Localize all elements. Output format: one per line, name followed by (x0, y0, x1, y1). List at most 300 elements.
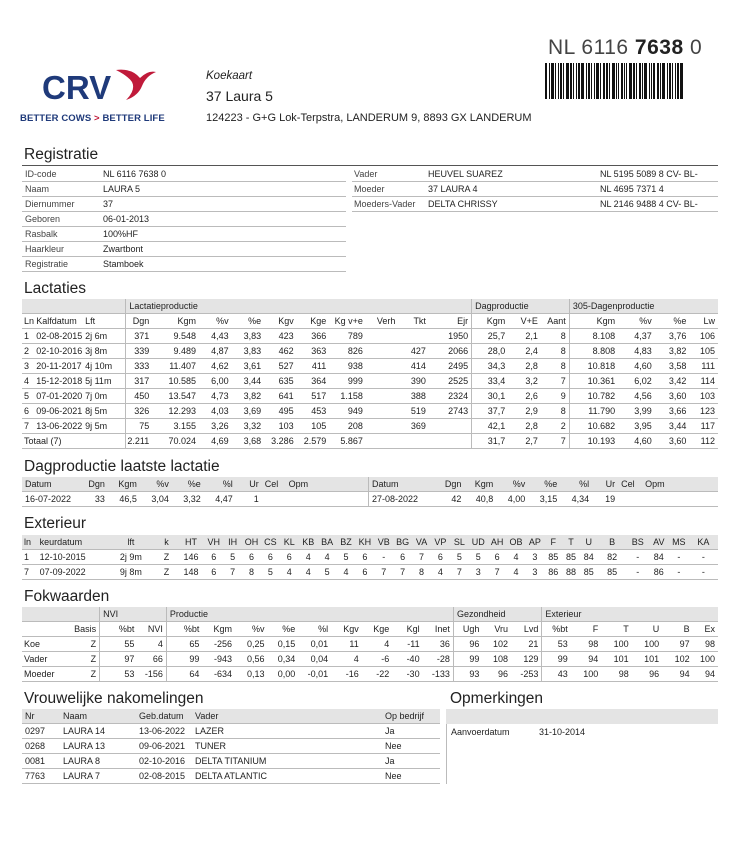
lactatie-row (22, 329, 718, 344)
lactatie-cell: 635 (264, 374, 297, 389)
exterieur-column-label: BG (393, 535, 412, 550)
registratie-parent-name: DELTA CHRISSY (428, 197, 600, 212)
nakomelingen-header (22, 709, 440, 724)
lactatie-cell: 8.108 (569, 329, 618, 344)
nakomeling-cell: LAURA 7 (60, 769, 136, 784)
exterieur-cell: 6 (355, 550, 374, 565)
lactatie-cell: 11.407 (152, 359, 199, 374)
fokwaarden-cell: 100 (632, 637, 662, 652)
fokwaarden-cell: -0,01 (298, 667, 331, 682)
fokwaarden-cell: -634 (202, 667, 235, 682)
fokwaarden-cell: 96 (632, 667, 662, 682)
lactatie-cell: 6,00 (199, 374, 232, 389)
registratie-label: Diernummer (22, 197, 101, 212)
registratie-label: Geboren (22, 212, 101, 227)
fokwaarden-cell: Z (63, 637, 100, 652)
fokwaarden-cell: -253 (511, 667, 542, 682)
nakomeling-cell: 02-10-2016 (136, 754, 192, 769)
registratie-parent-row (352, 182, 718, 197)
registratie-row (22, 212, 346, 227)
lactatie-cell: 333 (126, 359, 152, 374)
lactatie-cell: 20-11-2017 (34, 359, 83, 374)
fokwaarden-cell: Z (63, 667, 100, 682)
exterieur-cell: 86 (649, 565, 669, 580)
fokwaarden-cell: 21 (511, 637, 542, 652)
lactatie-cell: 3 (22, 359, 34, 374)
fokwaarden-column-label: Inet (423, 622, 454, 637)
lactatie-cell: 519 (398, 404, 429, 419)
lactatie-cell: 123 (689, 404, 718, 419)
lactatie-cell: 3,76 (655, 329, 690, 344)
lactatie-cell: 9j 5m (83, 419, 126, 434)
lactatie-cell: 6 (22, 404, 34, 419)
lactatie-total-cell: 2.211 (126, 434, 152, 449)
dagproductie-column-label: Ur (592, 477, 618, 492)
lactatie-cell: 414 (398, 359, 429, 374)
fokwaarden-column-label: Basis (63, 622, 100, 637)
lactatie-cell: 117 (689, 419, 718, 434)
lactatie-cell: 3,44 (655, 419, 690, 434)
exterieur-cell: 5 (469, 550, 488, 565)
exterieur-cell: 4 (318, 550, 337, 565)
fokwaarden-cell: -22 (362, 667, 393, 682)
lactatie-total-cell (366, 434, 399, 449)
lactatie-cell: 3,82 (232, 389, 265, 404)
lactatie-cell: 427 (398, 344, 429, 359)
fokwaarden-cell: 96 (453, 637, 482, 652)
fokwaarden-cell: 108 (482, 652, 511, 667)
exterieur-column-label: AP (525, 535, 544, 550)
fokwaarden-column-label: %bt (166, 622, 202, 637)
lactatie-row (22, 359, 718, 374)
exterieur-table (22, 535, 718, 580)
nakomelingen-column-label: Vader (192, 709, 382, 724)
exterieur-cell: - (627, 565, 649, 580)
exterieur-cell: 6 (261, 550, 280, 565)
fokwaarden-cell: Koe (22, 637, 63, 652)
lactatie-cell: 826 (329, 344, 366, 359)
registratie-parent-label: Moeders-Vader (352, 197, 428, 212)
exterieur-cell: 6 (431, 550, 450, 565)
fokwaarden-column-label: T (601, 622, 631, 637)
lactaties-column-label: Ln (22, 314, 34, 329)
lactaties-column-label: Tkt (398, 314, 429, 329)
lactatie-cell: 369 (398, 419, 429, 434)
fokwaarden-cell: 99 (542, 652, 571, 667)
dagproductie-column-label: %e (172, 477, 204, 492)
exterieur-cell: - (669, 565, 689, 580)
dagproductie-column-label: Dgn (84, 477, 108, 492)
exterieur-column-label: B (598, 535, 627, 550)
dagproductie-cell: 27-08-2022 (368, 492, 440, 507)
exterieur-cell: 85 (580, 565, 598, 580)
animal-number: NL 6116 7638 0 (548, 36, 703, 59)
lactatie-cell: 938 (329, 359, 366, 374)
exterieur-column-label: VA (412, 535, 431, 550)
fokwaarden-column-label: %v (235, 622, 268, 637)
lactatie-total-cell: 2.579 (297, 434, 330, 449)
barcode (545, 63, 709, 99)
exterieur-cell: 12-10-2015 (38, 550, 107, 565)
lactatie-cell: 9.548 (152, 329, 199, 344)
lactatie-cell: 105 (689, 344, 718, 359)
exterieur-cell: 4 (299, 550, 318, 565)
fokwaarden-cell: 94 (662, 667, 692, 682)
lactatie-cell: 10.585 (152, 374, 199, 389)
exterieur-column-label: AH (488, 535, 507, 550)
dagproductie-cell (618, 492, 642, 507)
lactatie-cell: 2,6 (508, 389, 541, 404)
exterieur-cell: 6 (488, 550, 507, 565)
lactatie-cell: 3,83 (232, 329, 265, 344)
lactatie-cell: 5j 11m (83, 374, 126, 389)
dagproductie-column-label: Datum (22, 477, 84, 492)
lactatie-total-cell (398, 434, 429, 449)
section-title-lactaties: Lactaties (24, 280, 87, 297)
lactatie-cell: 3,2 (508, 374, 541, 389)
nakomelingen-column-label: Naam (60, 709, 136, 724)
section-title-nakomelingen: Vrouwelijke nakomelingen (24, 690, 204, 707)
fokwaarden-cell: 36 (423, 637, 454, 652)
registratie-parent-row (352, 197, 718, 212)
exterieur-cell: 84 (580, 550, 598, 565)
lactatie-total-cell: 31,7 (472, 434, 509, 449)
exterieur-header (22, 535, 718, 550)
exterieur-column-label: OB (507, 535, 526, 550)
exterieur-cell: Z (155, 565, 177, 580)
exterieur-cell: 8 (412, 565, 431, 580)
exterieur-cell: 4 (431, 565, 450, 580)
lactatie-cell: 4,37 (618, 329, 655, 344)
fokwaarden-cell: -40 (392, 652, 422, 667)
lactatie-cell: 8 (541, 329, 569, 344)
lactatie-total-cell: 3.286 (264, 434, 297, 449)
exterieur-column-label: BS (627, 535, 649, 550)
fokwaarden-column-label: Kgl (392, 622, 422, 637)
nakomeling-cell: DELTA TITANIUM (192, 754, 382, 769)
lactatie-cell: 1.158 (329, 389, 366, 404)
dagproductie-cell: 19 (592, 492, 618, 507)
lactatie-cell: 11.790 (569, 404, 618, 419)
exterieur-cell: - (374, 550, 393, 565)
registratie-label: Haarkleur (22, 242, 101, 257)
lactatie-cell: 25,7 (472, 329, 509, 344)
dagproductie-cell (642, 492, 718, 507)
exterieur-cell: 9j 8m (106, 565, 155, 580)
lactatie-cell: 114 (689, 374, 718, 389)
fokwaarden-table (22, 607, 718, 682)
exterieur-cell: 6 (280, 550, 299, 565)
registratie-parent-label: Vader (352, 167, 428, 182)
owner-address: 124223 - G+G Lok-Terpstra, LANDERUM 9, 8893 GX LANDERUM (206, 112, 532, 124)
lactatie-cell (398, 329, 429, 344)
nakomelingen-column-label: Op bedrijf (382, 709, 440, 724)
registratie-row (22, 167, 346, 182)
exterieur-cell: 07-09-2022 (38, 565, 107, 580)
fokwaarden-column-label: U (632, 622, 662, 637)
lactatie-total-cell: 4,69 (199, 434, 232, 449)
lactatie-cell: 6,02 (618, 374, 655, 389)
registratie-label: Rasbalk (22, 227, 101, 242)
lactatie-cell: 2,4 (508, 344, 541, 359)
fokwaarden-cell: -156 (137, 667, 166, 682)
exterieur-cell: 85 (544, 550, 562, 565)
dagproductie-row (22, 492, 718, 507)
fokwaarden-row (22, 652, 718, 667)
lactatie-cell: 4j 10m (83, 359, 126, 374)
fokwaarden-cell: Moeder (22, 667, 63, 682)
registratie-row (22, 242, 346, 257)
exterieur-column-label: KL (280, 535, 299, 550)
lactaties-table (22, 299, 718, 449)
lactatie-cell: 2525 (429, 374, 472, 389)
registratie-parent-name: 37 LAURA 4 (428, 182, 600, 197)
lactatie-cell: 2j 6m (83, 329, 126, 344)
dagproductie-cell: 4,00 (496, 492, 528, 507)
fokwaarden-cell: 0,04 (298, 652, 331, 667)
exterieur-cell: - (669, 550, 689, 565)
lactatie-total-row (22, 434, 718, 449)
exterieur-column-label: CS (261, 535, 280, 550)
lactaties-column-label: Kgm (569, 314, 618, 329)
exterieur-column-label: SL (450, 535, 469, 550)
lactatie-cell: 75 (126, 419, 152, 434)
exterieur-cell: 84 (649, 550, 669, 565)
lactatie-cell (366, 419, 399, 434)
opmerkingen-box (446, 724, 719, 784)
exterieur-cell: 2j 9m (106, 550, 155, 565)
fokwaarden-cell: 102 (662, 652, 692, 667)
opmerkingen-value: 31-10-2014 (539, 727, 586, 737)
exterieur-cell: 6 (204, 550, 223, 565)
exterieur-column-label: KB (299, 535, 318, 550)
lactatie-row (22, 389, 718, 404)
lactatie-row (22, 419, 718, 434)
lactatie-cell: 3,95 (618, 419, 655, 434)
fokwaarden-cell: 4 (137, 637, 166, 652)
exterieur-cell: 85 (598, 565, 627, 580)
registratie-value: LAURA 5 (101, 182, 346, 197)
registratie-right-table (352, 167, 718, 212)
fokwaarden-row (22, 637, 718, 652)
nakomeling-cell: 09-06-2021 (136, 739, 192, 754)
opmerkingen-label: Aanvoerdatum (451, 727, 510, 737)
lactatie-cell: 3,32 (232, 419, 265, 434)
lactatie-cell: 2 (541, 419, 569, 434)
nakomeling-cell: LAURA 8 (60, 754, 136, 769)
lactatie-cell: 09-06-2021 (34, 404, 83, 419)
lactatie-cell: 3,60 (655, 389, 690, 404)
lactatie-cell: 9.489 (152, 344, 199, 359)
lactatie-cell: 363 (297, 344, 330, 359)
lactatie-cell: 5 (22, 389, 34, 404)
fokwaarden-cell: -16 (331, 667, 362, 682)
lactaties-column-label: Kgm (152, 314, 199, 329)
lactaties-column-label: Aant (541, 314, 569, 329)
fokwaarden-cell: 55 (100, 637, 138, 652)
logo-swoosh-icon (116, 70, 156, 100)
registratie-value: Zwartbont (101, 242, 346, 257)
fokwaarden-cell: 0,56 (235, 652, 268, 667)
cow-name: 37 Laura 5 (206, 88, 273, 104)
fokwaarden-cell: 64 (166, 667, 202, 682)
dagproductie-cell: 33 (84, 492, 108, 507)
lactatie-cell: 208 (329, 419, 366, 434)
dagproductie-cell: 42 (440, 492, 464, 507)
lactatie-cell: 1950 (429, 329, 472, 344)
lactatie-cell: 450 (126, 389, 152, 404)
nakomeling-cell: 0268 (22, 739, 60, 754)
nakomeling-row (22, 724, 440, 739)
lactatie-cell: 3,99 (618, 404, 655, 419)
fokwaarden-cell: -256 (202, 637, 235, 652)
fokwaarden-cell: 97 (662, 637, 692, 652)
exterieur-column-label: MS (669, 535, 689, 550)
lactatie-cell: 103 (689, 389, 718, 404)
lactatie-row (22, 344, 718, 359)
exterieur-cell: 4 (507, 550, 526, 565)
lactatie-total-cell: 4,60 (618, 434, 655, 449)
lactatie-cell: 2066 (429, 344, 472, 359)
lactatie-cell: 2743 (429, 404, 472, 419)
lactaties-column-label: Kgm (472, 314, 509, 329)
lactatie-cell: 2,1 (508, 329, 541, 344)
lactatie-cell: 3,83 (232, 344, 265, 359)
registratie-left-table (22, 167, 346, 272)
lactatie-cell: 949 (329, 404, 366, 419)
exterieur-cell: 6 (242, 550, 261, 565)
fokwaarden-cell: 4 (331, 652, 362, 667)
fokwaarden-cell: -133 (423, 667, 454, 682)
nakomelingen-column-label: Geb.datum (136, 709, 192, 724)
exterieur-cell: 4 (299, 565, 318, 580)
fokwaarden-cell: 0,13 (235, 667, 268, 682)
exterieur-cell: 1 (22, 550, 38, 565)
lactaties-column-label: Kge (297, 314, 330, 329)
nakomeling-row (22, 754, 440, 769)
dagproductie-cell: 3,15 (528, 492, 560, 507)
exterieur-cell: 7 (22, 565, 38, 580)
registratie-value: 06-01-2013 (101, 212, 346, 227)
lactatie-cell: 3,61 (232, 359, 265, 374)
exterieur-column-label: OH (242, 535, 261, 550)
lactatie-cell: 411 (297, 359, 330, 374)
exterieur-cell: 7 (450, 565, 469, 580)
lactatie-cell: 13.547 (152, 389, 199, 404)
fokwaarden-cell: 101 (601, 652, 631, 667)
lactatie-cell: 15-12-2018 (34, 374, 83, 389)
dagproductie-cell: 40,8 (464, 492, 496, 507)
nakomeling-row (22, 769, 440, 784)
dagproductie-column-label: Kgm (464, 477, 496, 492)
lactatie-cell: 789 (329, 329, 366, 344)
lactatie-cell: 2,8 (508, 419, 541, 434)
exterieur-cell: 85 (562, 550, 580, 565)
exterieur-row (22, 565, 718, 580)
dagproductie-table (22, 477, 718, 507)
fokwaarden-cell: 100 (601, 637, 631, 652)
lactaties-column-header (22, 314, 718, 329)
lactatie-cell (366, 359, 399, 374)
fokwaarden-column-header (22, 622, 718, 637)
exterieur-column-label: HT (178, 535, 205, 550)
logo-tagline: BETTER COWS > BETTER LIFE (20, 113, 165, 124)
exterieur-column-label: VP (431, 535, 450, 550)
lactaties-column-label: Kalfdatum (34, 314, 83, 329)
dagproductie-column-label: %l (560, 477, 592, 492)
exterieur-column-label: lft (106, 535, 155, 550)
exterieur-column-label: BA (318, 535, 337, 550)
lactatie-cell: 517 (297, 389, 330, 404)
fokwaarden-cell: 43 (542, 667, 571, 682)
card-label: Koekaart (206, 70, 253, 82)
lactatie-cell: 103 (264, 419, 297, 434)
dagproductie-column-label: Opm (642, 477, 718, 492)
lactatie-cell: 7 (22, 419, 34, 434)
exterieur-cell: - (689, 565, 718, 580)
fokwaarden-column-label: NVI (137, 622, 166, 637)
lactatie-cell: 8 (541, 359, 569, 374)
exterieur-column-label: keurdatum (38, 535, 107, 550)
lactatie-cell: 388 (398, 389, 429, 404)
lactatie-cell: 3,42 (655, 374, 690, 389)
lactatie-total-cell: 3,68 (232, 434, 265, 449)
lactatie-cell: 339 (126, 344, 152, 359)
exterieur-column-label: T (562, 535, 580, 550)
exterieur-column-label: KH (355, 535, 374, 550)
fokwaarden-cell: 94 (693, 667, 718, 682)
lactatie-cell: 999 (329, 374, 366, 389)
dagproductie-column-label: Opm (286, 477, 369, 492)
fokwaarden-row (22, 667, 718, 682)
exterieur-cell: 8 (242, 565, 261, 580)
lactatie-row (22, 374, 718, 389)
fokwaarden-group-header: NVI Productie Gezondheid Exterieur (22, 607, 718, 622)
registratie-row (22, 197, 346, 212)
nakomelingen-table (22, 709, 440, 784)
lactatie-cell: 10.818 (569, 359, 618, 374)
section-title-fokwaarden: Fokwaarden (24, 588, 110, 605)
lactaties-column-label: Kgv (264, 314, 297, 329)
fokwaarden-cell: 53 (542, 637, 571, 652)
lactatie-cell: 2 (22, 344, 34, 359)
lactatie-cell (429, 419, 472, 434)
lactatie-cell: 10.782 (569, 389, 618, 404)
lactatie-total-cell: 7 (541, 434, 569, 449)
lactatie-cell: 4,87 (199, 344, 232, 359)
fokwaarden-cell: 99 (453, 652, 482, 667)
exterieur-column-label: k (155, 535, 177, 550)
lactatie-cell: 4,60 (618, 359, 655, 374)
lactaties-group-header: Lactatieproductie Dagproductie 305-Dagenproductie (22, 299, 718, 314)
exterieur-cell: 7 (488, 565, 507, 580)
exterieur-cell: 7 (393, 565, 412, 580)
lactatie-cell: 7j 0m (83, 389, 126, 404)
fokwaarden-cell: 94 (571, 652, 601, 667)
lactatie-cell: 1 (22, 329, 34, 344)
lactaties-column-label: V+E (508, 314, 541, 329)
fokwaarden-column-label: F (571, 622, 601, 637)
fokwaarden-cell: -28 (423, 652, 454, 667)
fokwaarden-cell: -6 (362, 652, 393, 667)
lactatie-cell: 2,8 (508, 359, 541, 374)
lactatie-cell: 326 (126, 404, 152, 419)
lactatie-cell: 4,62 (199, 359, 232, 374)
fokwaarden-cell: 98 (693, 637, 718, 652)
lactatie-cell: 3j 8m (83, 344, 126, 359)
registratie-value: Stamboek (101, 257, 346, 272)
fokwaarden-cell: 66 (137, 652, 166, 667)
